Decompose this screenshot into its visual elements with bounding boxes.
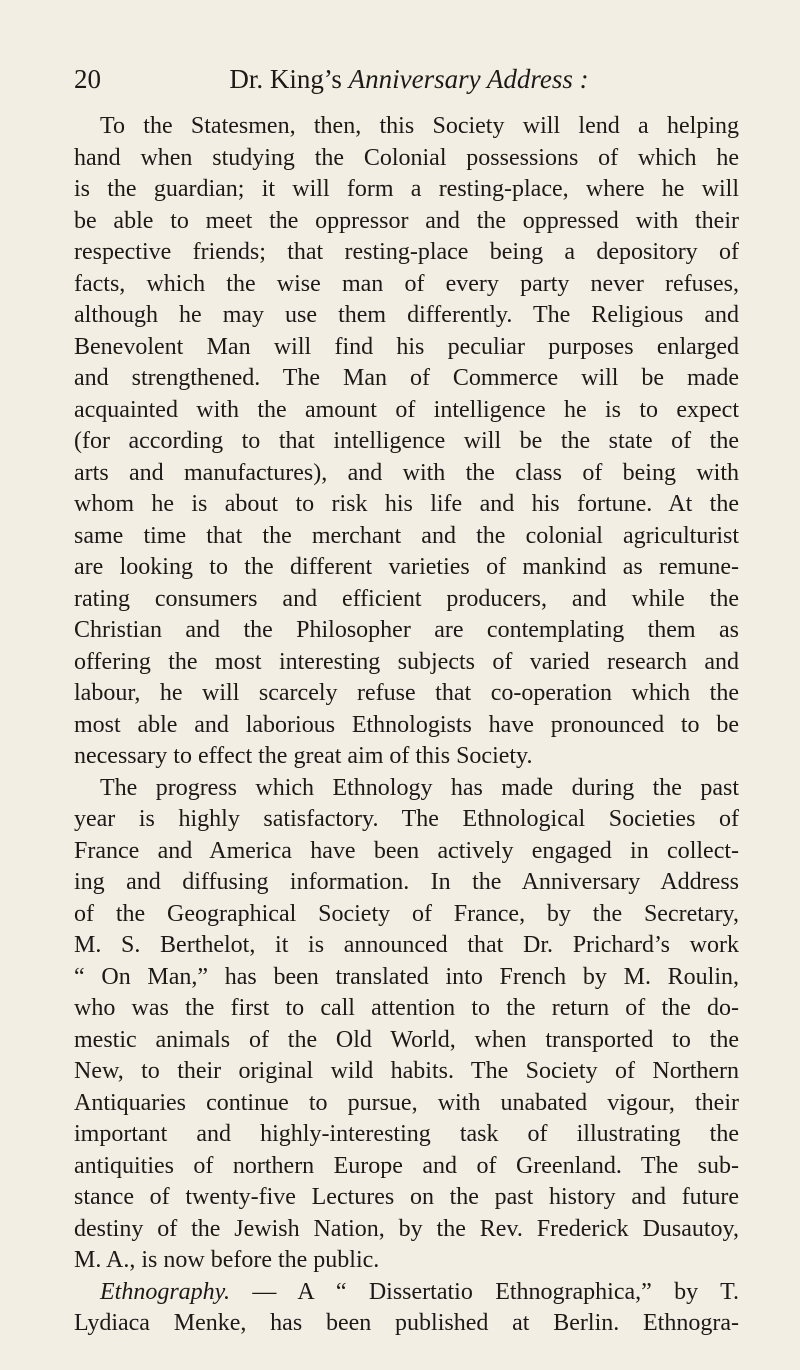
text-line: although he may use them differently. The Religious and [74,302,739,328]
text-line: respective friends; that resting-place being a depository of [74,239,739,265]
text-line: “ On Man,” has been translated into French by M. Roulin, [74,963,739,990]
text-line: acquainted with the amount of intelligence he is to expect [74,396,739,423]
body-text [74,111,739,1340]
text-line: (for according to that intelligence will be the state of the [74,428,739,454]
text-line: most able and laborious Ethnologists have pronounced to be [74,711,739,738]
section-heading-ethnography: Ethnography. [100,1278,230,1305]
text-line: same time that the merchant and the colonial agriculturist [74,522,739,549]
running-title-work: Anniversary Address : [348,64,589,94]
text-line: is the guardian; it will form a resting-place, where he will [74,176,739,202]
text-line: who was the first to call attention to the return of the do- [74,995,739,1021]
text-line: labour, he will scarcely refuse that co-operation which the [74,680,739,706]
text-line: New, to their original wild habits. The Society of Northern [74,1058,739,1084]
text-line: hand when studying the Colonial possessions of which he [74,144,739,171]
text-line: ing and diffusing information. In the Anniversary Address [74,869,739,895]
text-line: France and America have been actively engaged in collect- [74,837,739,864]
running-title [74,62,744,96]
text-line: M. A., is now before the public. [74,1247,380,1273]
text-line: destiny of the Jewish Nation, by the Rev. Frederick Dusautoy, [74,1215,739,1242]
text-line: Christian and the Philosopher are contemplating them as [74,617,739,643]
page-number: 20 [74,64,101,94]
text-run: — A “ Dissertatio Ethnographica,” by T. [230,1278,739,1305]
text-line: antiquities of northern Europe and of Greenland. The sub- [74,1152,739,1179]
page-header [74,62,744,98]
text-line: rating consumers and efficient producers, and while the [74,585,739,612]
text-line: offering the most interesting subjects of varied research and [74,648,739,675]
text-line: and strengthened. The Man of Commerce will be made [74,365,739,391]
text-line: The progress which Ethnology has made during the past [100,774,739,801]
text-line: of the Geographical Society of France, by the Secretary, [74,900,739,927]
text-line: be able to meet the oppressor and the oppressed with their [74,207,739,234]
text-line: M. S. Berthelot, it is announced that Dr. Prichard’s work [74,932,739,958]
text-line: whom he is about to risk his life and his fortune. At the [74,491,739,517]
text-line: Benevolent Man will find his peculiar purposes enlarged [74,333,739,360]
running-title-author: Dr. King’s [229,64,349,94]
text-line: To the Statesmen, then, this Society will lend a helping [100,113,739,139]
text-line: arts and manufactures), and with the class of being with [74,459,739,486]
text-line: Lydiaca Menke, has been published at Berlin. Ethnogra- [74,1310,739,1336]
text-line: important and highly-interesting task of illustrating the [74,1121,739,1147]
text-line: are looking to the different varieties of mankind as remune- [74,554,739,580]
text-line [74,1277,739,1309]
text-line: facts, which the wise man of every party never refuses, [74,270,739,297]
text-line: year is highly satisfactory. The Ethnological Societies of [74,806,739,832]
text-line: stance of twenty-five Lectures on the past history and future [74,1184,739,1210]
text-line: mestic animals of the Old World, when transported to the [74,1026,739,1053]
text-line: necessary to effect the great aim of this Society. [74,743,533,769]
text-line: Antiquaries continue to pursue, with unabated vigour, their [74,1089,739,1116]
